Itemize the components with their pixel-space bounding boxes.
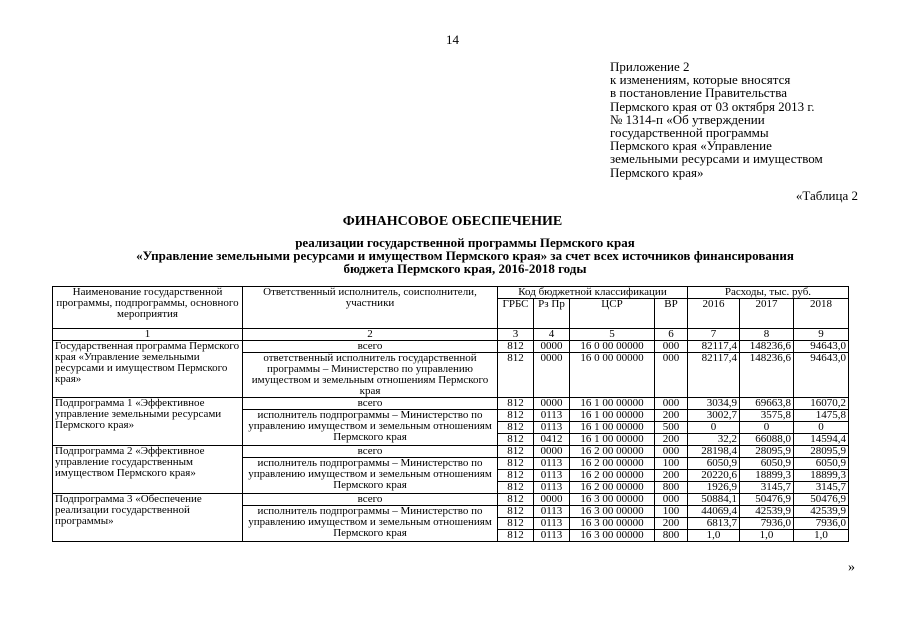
subprogram-name: Подпрограмма 3 «Обеспечение реализации государственной программы» <box>53 494 243 542</box>
vr-cell: 000 <box>655 446 688 458</box>
grbs-cell: 812 <box>498 518 534 530</box>
grbs-cell: 812 <box>498 446 534 458</box>
program-name: Государственная программа Пермского края «Управление земельными ресурсами и имуществом Пермского края» <box>53 341 243 398</box>
appendix-line: № 1314-п «Об утверждении <box>610 111 765 127</box>
rzpr-cell: 0000 <box>534 353 570 398</box>
amount-2017-cell: 28095,9 <box>740 446 794 458</box>
amount-2018-cell: 28095,9 <box>794 446 849 458</box>
grbs-cell: 812 <box>498 341 534 353</box>
col-number: 4 <box>534 329 570 341</box>
executor-cell: исполнитель подпрограммы – Министерство по управлению имуществом и земельным отношениям Пермского края <box>243 410 498 446</box>
col-number: 3 <box>498 329 534 341</box>
document-subtitle <box>40 236 890 275</box>
rzpr-cell: 0113 <box>534 518 570 530</box>
header-2017: 2017 <box>740 299 794 329</box>
grbs-cell: 812 <box>498 506 534 518</box>
table-row <box>53 494 849 506</box>
header-csr: ЦСР <box>570 299 655 329</box>
csr-cell: 16 1 00 00000 <box>570 422 655 434</box>
subtitle-line: «Управление земельными ресурсами и имуществом Пермского края» за счет всех источников финансирования <box>136 248 794 263</box>
amount-2017-cell: 42539,9 <box>740 506 794 518</box>
csr-cell: 16 2 00 00000 <box>570 470 655 482</box>
vr-cell: 800 <box>655 530 688 542</box>
amount-2016-cell: 82117,4 <box>688 353 740 398</box>
grbs-cell: 812 <box>498 482 534 494</box>
subtitle-line: бюджета Пермского края, 2016-2018 годы <box>343 261 587 276</box>
table-label: «Таблица 2 <box>795 188 858 203</box>
rzpr-cell: 0000 <box>534 341 570 353</box>
vr-cell: 800 <box>655 482 688 494</box>
grbs-cell: 812 <box>498 530 534 542</box>
amount-2018-cell: 3145,7 <box>794 482 849 494</box>
header-executor: Ответственный исполнитель, соисполнители, участники <box>243 287 498 329</box>
csr-cell: 16 2 00 00000 <box>570 458 655 470</box>
rzpr-cell: 0000 <box>534 398 570 410</box>
grbs-cell: 812 <box>498 353 534 398</box>
csr-cell: 16 0 00 00000 <box>570 353 655 398</box>
subprogram-name: Подпрограмма 2 «Эффективное управление государственным имуществом Пермского края» <box>53 446 243 494</box>
amount-2016-cell: 0 <box>688 422 740 434</box>
csr-cell: 16 3 00 00000 <box>570 530 655 542</box>
header-vr: ВР <box>655 299 688 329</box>
vr-cell: 500 <box>655 422 688 434</box>
amount-2017-cell: 3575,8 <box>740 410 794 422</box>
rzpr-cell: 0000 <box>534 494 570 506</box>
amount-2016-cell: 28198,4 <box>688 446 740 458</box>
col-number: 9 <box>794 329 849 341</box>
amount-2016-cell: 3002,7 <box>688 410 740 422</box>
amount-2016-cell: 20220,6 <box>688 470 740 482</box>
grbs-cell: 812 <box>498 494 534 506</box>
amount-2016-cell: 1926,9 <box>688 482 740 494</box>
csr-cell: 16 1 00 00000 <box>570 434 655 446</box>
vr-cell: 000 <box>655 494 688 506</box>
grbs-cell: 812 <box>498 410 534 422</box>
header-2016: 2016 <box>688 299 740 329</box>
amount-2018-cell: 16070,2 <box>794 398 849 410</box>
col-number: 8 <box>740 329 794 341</box>
csr-cell: 16 1 00 00000 <box>570 398 655 410</box>
table-row <box>53 446 849 458</box>
appendix-note <box>610 60 900 179</box>
header-2018: 2018 <box>794 299 849 329</box>
amount-2017-cell: 50476,9 <box>740 494 794 506</box>
amount-2018-cell: 18899,3 <box>794 470 849 482</box>
col-number: 5 <box>570 329 655 341</box>
vr-cell: 000 <box>655 341 688 353</box>
column-number-row <box>53 329 849 341</box>
rzpr-cell: 0000 <box>534 446 570 458</box>
vr-cell: 100 <box>655 506 688 518</box>
amount-2017-cell: 69663,8 <box>740 398 794 410</box>
amount-2018-cell: 0 <box>794 422 849 434</box>
table-row <box>53 341 849 353</box>
subtitle-line: реализации государственной программы Пермского края <box>295 235 635 250</box>
document-title: ФИНАНСОВОЕ ОБЕСПЕЧЕНИЕ <box>342 214 563 229</box>
subprogram-name: Подпрограмма 1 «Эффективное управление земельными ресурсами Пермского края» <box>53 398 243 446</box>
grbs-cell: 812 <box>498 458 534 470</box>
amount-2018-cell: 42539,9 <box>794 506 849 518</box>
amount-2017-cell: 6050,9 <box>740 458 794 470</box>
amount-2017-cell: 3145,7 <box>740 482 794 494</box>
vr-cell: 100 <box>655 458 688 470</box>
appendix-line: к изменениям, которые вносятся <box>610 72 791 88</box>
csr-cell: 16 3 00 00000 <box>570 494 655 506</box>
amount-2017-cell: 66088,0 <box>740 434 794 446</box>
vr-cell: 200 <box>655 518 688 530</box>
grbs-cell: 812 <box>498 422 534 434</box>
appendix-line: Пермского края от 03 октября 2013 г. <box>610 98 815 114</box>
rzpr-cell: 0113 <box>534 482 570 494</box>
appendix-line: Приложение 2 <box>610 59 690 74</box>
grbs-cell: 812 <box>498 398 534 410</box>
appendix-line: государственной программы <box>610 125 769 141</box>
amount-2017-cell: 0 <box>740 422 794 434</box>
amount-2016-cell: 44069,4 <box>688 506 740 518</box>
rzpr-cell: 0113 <box>534 458 570 470</box>
vr-cell: 000 <box>655 353 688 398</box>
amount-2018-cell: 94643,0 <box>794 353 849 398</box>
appendix-line: Пермского края» <box>610 164 704 180</box>
col-number: 2 <box>243 329 498 341</box>
col-number: 6 <box>655 329 688 341</box>
csr-cell: 16 3 00 00000 <box>570 506 655 518</box>
rzpr-cell: 0113 <box>534 470 570 482</box>
executor-cell: ответственный исполнитель государственной программы – Министерство по управлению имуществом и земельным отношениям Пермского края <box>243 353 498 398</box>
csr-cell: 16 2 00 00000 <box>570 482 655 494</box>
amount-2016-cell: 6813,7 <box>688 518 740 530</box>
grbs-cell: 812 <box>498 470 534 482</box>
csr-cell: 16 0 00 00000 <box>570 341 655 353</box>
financing-table <box>52 286 849 542</box>
appendix-line: в постановление Правительства <box>610 85 787 101</box>
rzpr-cell: 0113 <box>534 410 570 422</box>
vr-cell: 200 <box>655 410 688 422</box>
amount-2017-cell: 148236,6 <box>740 341 794 353</box>
appendix-line: земельными ресурсами и имуществом <box>610 151 823 167</box>
executor-cell: всего <box>243 398 498 410</box>
csr-cell: 16 3 00 00000 <box>570 518 655 530</box>
amount-2018-cell: 7936,0 <box>794 518 849 530</box>
amount-2016-cell: 1,0 <box>688 530 740 542</box>
appendix-line: Пермского края «Управление <box>610 138 772 154</box>
header-grbs: ГРБС <box>498 299 534 329</box>
amount-2016-cell: 6050,9 <box>688 458 740 470</box>
amount-2018-cell: 50476,9 <box>794 494 849 506</box>
vr-cell: 200 <box>655 470 688 482</box>
table-row <box>53 398 849 410</box>
executor-cell: всего <box>243 446 498 458</box>
header-name: Наименование государственной программы, подпрограммы, основного мероприятия <box>53 287 243 329</box>
grbs-cell: 812 <box>498 434 534 446</box>
page-number: 14 <box>446 32 459 47</box>
col-number: 1 <box>53 329 243 341</box>
amount-2016-cell: 3034,9 <box>688 398 740 410</box>
header-budget-code: Код бюджетной классификации <box>498 287 688 299</box>
amount-2018-cell: 1,0 <box>794 530 849 542</box>
amount-2016-cell: 50884,1 <box>688 494 740 506</box>
executor-cell: всего <box>243 494 498 506</box>
amount-2017-cell: 7936,0 <box>740 518 794 530</box>
csr-cell: 16 1 00 00000 <box>570 410 655 422</box>
amount-2017-cell: 148236,6 <box>740 353 794 398</box>
executor-cell: всего <box>243 341 498 353</box>
rzpr-cell: 0113 <box>534 506 570 518</box>
rzpr-cell: 0113 <box>534 530 570 542</box>
executor-cell: исполнитель подпрограммы – Министерство по управлению имуществом и земельным отношениям Пермского края <box>243 506 498 542</box>
amount-2018-cell: 14594,4 <box>794 434 849 446</box>
csr-cell: 16 2 00 00000 <box>570 446 655 458</box>
amount-2018-cell: 1475,8 <box>794 410 849 422</box>
rzpr-cell: 0412 <box>534 434 570 446</box>
amount-2017-cell: 1,0 <box>740 530 794 542</box>
amount-2017-cell: 18899,3 <box>740 470 794 482</box>
amount-2018-cell: 6050,9 <box>794 458 849 470</box>
rzpr-cell: 0113 <box>534 422 570 434</box>
vr-cell: 200 <box>655 434 688 446</box>
col-number: 7 <box>688 329 740 341</box>
executor-cell: исполнитель подпрограммы – Министерство по управлению имуществом и земельным отношениям Пермского края <box>243 458 498 494</box>
header-rzpr: Рз Пр <box>534 299 570 329</box>
header-expenses: Расходы, тыс. руб. <box>688 287 849 299</box>
closing-quote: » <box>848 560 855 575</box>
vr-cell: 000 <box>655 398 688 410</box>
amount-2016-cell: 82117,4 <box>688 341 740 353</box>
amount-2018-cell: 94643,0 <box>794 341 849 353</box>
amount-2016-cell: 32,2 <box>688 434 740 446</box>
